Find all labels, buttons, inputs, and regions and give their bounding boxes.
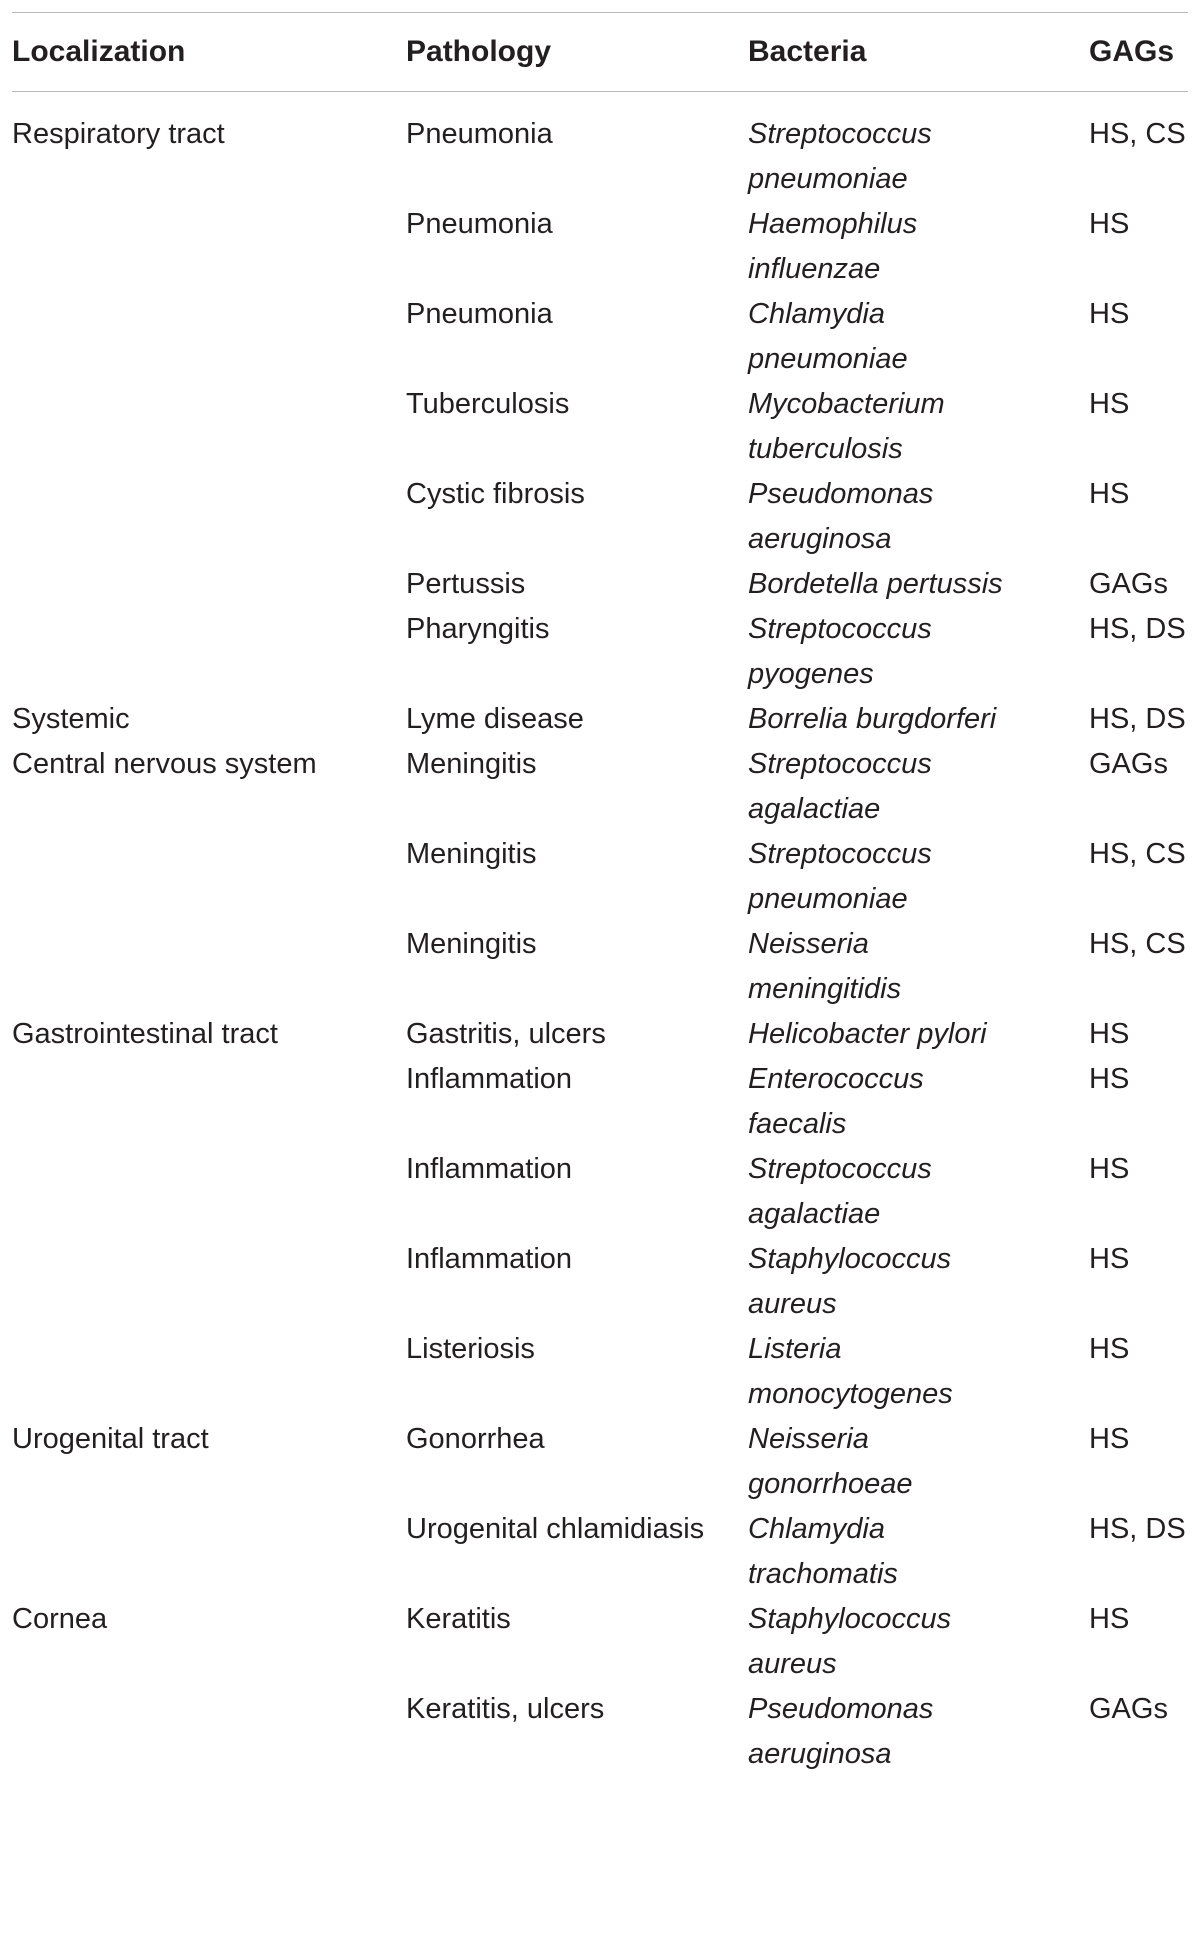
- cell-pathology: Meningitis: [406, 928, 537, 960]
- cell-gags: HS: [1089, 1603, 1130, 1635]
- cell-gags: HS, CS: [1089, 118, 1186, 150]
- cell-localization: [12, 292, 406, 382]
- bacteria-species-line: influenzae: [748, 253, 881, 285]
- cell-gags: HS: [1089, 1018, 1130, 1050]
- cell-bacteria: [748, 1012, 1089, 1057]
- bacteria-genus-line: Borrelia burgdorferi: [748, 703, 997, 735]
- cell-gags: GAGs: [1089, 748, 1168, 780]
- bacteria-species-line: agalactiae: [748, 1198, 881, 1230]
- cell-gags: HS: [1089, 388, 1130, 420]
- bacteria-genus-line: Enterococcus: [748, 1063, 924, 1095]
- cell-localization: Central nervous system: [12, 748, 317, 780]
- cell-gags: HS: [1089, 208, 1130, 240]
- bacteria-species-line: gonorrhoeae: [748, 1468, 913, 1500]
- bacteria-genus-line: Bordetella pertussis: [748, 568, 1003, 600]
- bacteria-species-line: aeruginosa: [748, 1738, 892, 1770]
- cell-pathology: Pneumonia: [406, 208, 553, 240]
- table-row: [12, 1417, 1188, 1507]
- table-row: [12, 472, 1188, 562]
- table-row: [12, 832, 1188, 922]
- cell-gags: HS, CS: [1089, 838, 1186, 870]
- table-row: [12, 742, 1188, 832]
- bacteria-species-line: monocytogenes: [748, 1378, 953, 1410]
- cell-pathology: Lyme disease: [406, 703, 584, 735]
- cell-bacteria: [748, 1147, 1089, 1237]
- cell-pathology: Keratitis, ulcers: [406, 1693, 605, 1725]
- bacteria-species-line: aureus: [748, 1288, 837, 1320]
- cell-pathology: Pneumonia: [406, 118, 553, 150]
- table-row: [12, 382, 1188, 472]
- cell-pathology: Pneumonia: [406, 298, 553, 330]
- table-row: [12, 697, 1188, 742]
- cell-bacteria: [748, 1687, 1089, 1777]
- bacteria-species-line: pneumoniae: [748, 883, 908, 915]
- cell-bacteria: [748, 697, 1089, 742]
- cell-gags: HS: [1089, 1243, 1130, 1275]
- cell-gags: HS: [1089, 1063, 1130, 1095]
- table-row: [12, 1012, 1188, 1057]
- table-row: [12, 1597, 1188, 1687]
- bacteria-genus-line: Pseudomonas: [748, 1693, 934, 1725]
- cell-gags: HS: [1089, 1153, 1130, 1185]
- table-row: [12, 1057, 1188, 1147]
- cell-localization: [12, 1687, 406, 1777]
- cell-pathology: Meningitis: [406, 838, 537, 870]
- header-pathology: Pathology: [406, 13, 748, 92]
- table-body: [12, 92, 1188, 1778]
- cell-bacteria: [748, 1057, 1089, 1147]
- table-row: [12, 1147, 1188, 1237]
- cell-localization: [12, 382, 406, 472]
- cell-bacteria: [748, 832, 1089, 922]
- cell-bacteria: [748, 1237, 1089, 1327]
- bacteria-species-line: pneumoniae: [748, 343, 908, 375]
- cell-pathology: Inflammation: [406, 1243, 573, 1275]
- table-row: [12, 1327, 1188, 1417]
- cell-localization: Systemic: [12, 703, 130, 735]
- table-row: [12, 562, 1188, 607]
- cell-pathology: Tuberculosis: [406, 388, 570, 420]
- cell-localization: [12, 1507, 406, 1597]
- header-gags: GAGs: [1089, 13, 1188, 92]
- cell-localization: [12, 1327, 406, 1417]
- bacteria-species-line: meningitidis: [748, 973, 902, 1005]
- cell-bacteria: [748, 202, 1089, 292]
- bacteria-species-line: pyogenes: [748, 658, 874, 690]
- cell-pathology: Listeriosis: [406, 1333, 535, 1365]
- cell-localization: Gastrointestinal tract: [12, 1018, 278, 1050]
- bacteria-genus-line: Haemophilus: [748, 208, 918, 240]
- cell-localization: [12, 1147, 406, 1237]
- cell-pathology: Pharyngitis: [406, 613, 550, 645]
- bacteria-gags-table-container: [12, 12, 1188, 1777]
- bacteria-genus-line: Streptococcus: [748, 118, 932, 150]
- bacteria-genus-line: Helicobacter pylori: [748, 1018, 987, 1050]
- cell-pathology: Keratitis: [406, 1603, 511, 1635]
- bacteria-species-line: faecalis: [748, 1108, 847, 1140]
- bacteria-genus-line: Listeria: [748, 1333, 842, 1365]
- cell-localization: [12, 472, 406, 562]
- bacteria-genus-line: Neisseria: [748, 1423, 869, 1455]
- cell-gags: HS: [1089, 1423, 1130, 1455]
- bacteria-genus-line: Streptococcus: [748, 838, 932, 870]
- cell-bacteria: [748, 742, 1089, 832]
- cell-bacteria: [748, 292, 1089, 382]
- header-bacteria: Bacteria: [748, 13, 1089, 92]
- bacteria-genus-line: Neisseria: [748, 928, 869, 960]
- cell-gags: HS, DS: [1089, 613, 1186, 645]
- cell-localization: Cornea: [12, 1603, 108, 1635]
- table-row: [12, 922, 1188, 1012]
- bacteria-species-line: trachomatis: [748, 1558, 898, 1590]
- cell-bacteria: [748, 1417, 1089, 1507]
- header-localization: Localization: [12, 13, 406, 92]
- cell-localization: [12, 607, 406, 697]
- header-row: [12, 13, 1188, 92]
- cell-localization: [12, 202, 406, 292]
- bacteria-species-line: aureus: [748, 1648, 837, 1680]
- bacteria-genus-line: Staphylococcus: [748, 1603, 952, 1635]
- cell-gags: HS, DS: [1089, 1513, 1186, 1545]
- cell-bacteria: [748, 92, 1089, 203]
- bacteria-genus-line: Streptococcus: [748, 613, 932, 645]
- cell-localization: [12, 922, 406, 1012]
- bacteria-species-line: pneumoniae: [748, 163, 908, 195]
- cell-pathology: Inflammation: [406, 1153, 573, 1185]
- cell-gags: GAGs: [1089, 1693, 1168, 1725]
- cell-pathology: Meningitis: [406, 748, 537, 780]
- cell-localization: [12, 832, 406, 922]
- bacteria-species-line: tuberculosis: [748, 433, 903, 465]
- table-row: [12, 1507, 1188, 1597]
- bacteria-genus-line: Staphylococcus: [748, 1243, 952, 1275]
- cell-gags: HS: [1089, 298, 1130, 330]
- bacteria-species-line: aeruginosa: [748, 523, 892, 555]
- cell-pathology: Urogenital chlamidiasis: [406, 1513, 705, 1545]
- cell-pathology: Inflammation: [406, 1063, 573, 1095]
- bacteria-genus-line: Chlamydia: [748, 1513, 885, 1545]
- bacteria-genus-line: Pseudomonas: [748, 478, 934, 510]
- bacteria-genus-line: Chlamydia: [748, 298, 885, 330]
- cell-pathology: Pertussis: [406, 568, 526, 600]
- cell-pathology: Gastritis, ulcers: [406, 1018, 606, 1050]
- table-header: [12, 13, 1188, 92]
- cell-localization: Urogenital tract: [12, 1423, 209, 1455]
- cell-localization: [12, 562, 406, 607]
- cell-bacteria: [748, 1597, 1089, 1687]
- cell-gags: HS: [1089, 478, 1130, 510]
- bacteria-species-line: agalactiae: [748, 793, 881, 825]
- cell-bacteria: [748, 382, 1089, 472]
- cell-pathology: Gonorrhea: [406, 1423, 545, 1455]
- cell-localization: [12, 1237, 406, 1327]
- table-row: [12, 1687, 1188, 1777]
- cell-localization: Respiratory tract: [12, 118, 225, 150]
- cell-bacteria: [748, 472, 1089, 562]
- bacteria-genus-line: Streptococcus: [748, 1153, 932, 1185]
- cell-bacteria: [748, 1327, 1089, 1417]
- table-row: [12, 92, 1188, 203]
- table-row: [12, 292, 1188, 382]
- bacteria-gags-table: [12, 12, 1188, 1777]
- cell-localization: [12, 1057, 406, 1147]
- cell-bacteria: [748, 607, 1089, 697]
- cell-bacteria: [748, 1507, 1089, 1597]
- table-row: [12, 607, 1188, 697]
- cell-bacteria: [748, 922, 1089, 1012]
- cell-gags: HS: [1089, 1333, 1130, 1365]
- table-row: [12, 202, 1188, 292]
- bacteria-genus-line: Mycobacterium: [748, 388, 945, 420]
- cell-gags: HS, CS: [1089, 928, 1186, 960]
- bacteria-genus-line: Streptococcus: [748, 748, 932, 780]
- cell-pathology: Cystic fibrosis: [406, 478, 585, 510]
- cell-bacteria: [748, 562, 1089, 607]
- cell-gags: HS, DS: [1089, 703, 1186, 735]
- cell-gags: GAGs: [1089, 568, 1168, 600]
- table-row: [12, 1237, 1188, 1327]
